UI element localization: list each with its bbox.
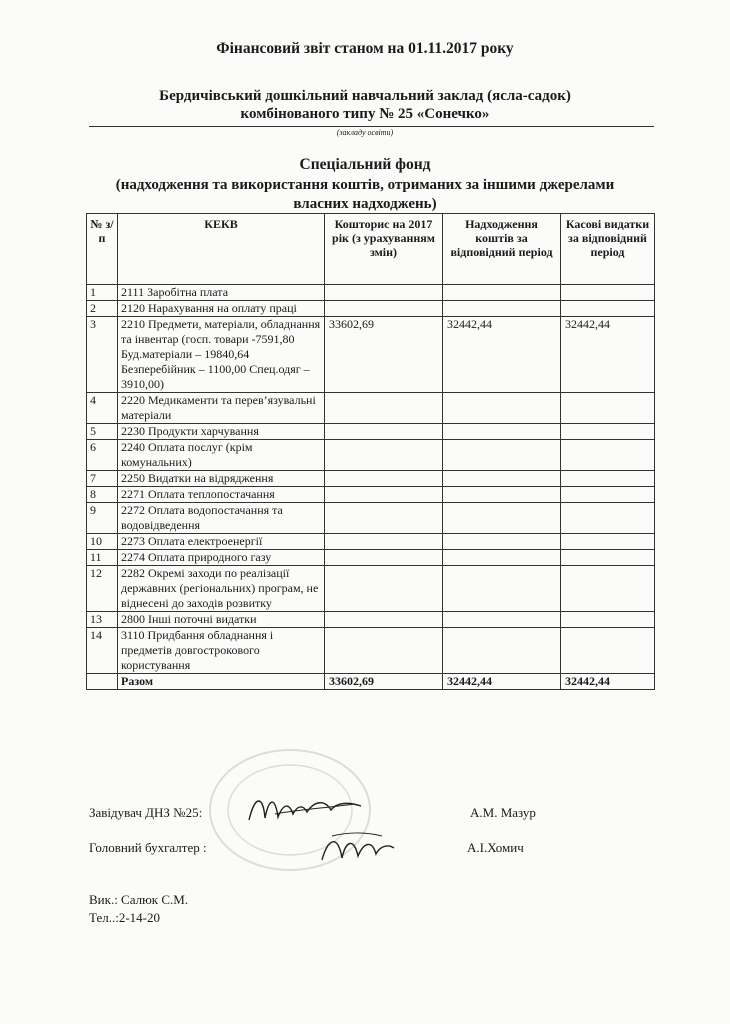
- table-row: [87, 550, 655, 566]
- total-expenses: 32442,44: [561, 674, 655, 690]
- phone-info: Тел..:2-14-20: [89, 910, 160, 925]
- cell-expenses: [561, 550, 655, 566]
- accountant-label: Головний бухгалтер :: [89, 840, 207, 855]
- table-row: [87, 317, 655, 393]
- head-name: А.М. Мазур: [470, 805, 536, 820]
- cell-budget: [325, 301, 443, 317]
- cell-budget: [325, 503, 443, 534]
- header-receipts: Надходження коштів за відповідний період: [443, 214, 561, 285]
- cell-kekv: 2274 Оплата природного газу: [118, 550, 325, 566]
- cell-budget: [325, 424, 443, 440]
- table-row: [87, 471, 655, 487]
- cell-receipts: [443, 301, 561, 317]
- cell-kekv: 2220 Медикаменти та перев’язувальні матеріали: [118, 393, 325, 424]
- organization-name-line2: комбінованого типу № 25 «Сонечко»: [240, 106, 490, 122]
- accountant-name: А.І.Хомич: [467, 840, 524, 855]
- total-receipts: 32442,44: [443, 674, 561, 690]
- cell-no: 14: [87, 628, 118, 674]
- cell-empty: [87, 674, 118, 690]
- total-label: Разом: [118, 674, 325, 690]
- cell-kekv: 2272 Оплата водопостачання та водовідведення: [118, 503, 325, 534]
- organization-underline: [89, 126, 654, 127]
- cell-expenses: [561, 301, 655, 317]
- cell-no: 7: [87, 471, 118, 487]
- cell-no: 3: [87, 317, 118, 393]
- cell-kekv: 2250 Видатки на відрядження: [118, 471, 325, 487]
- cell-receipts: [443, 393, 561, 424]
- cell-no: 2: [87, 301, 118, 317]
- cell-no: 8: [87, 487, 118, 503]
- financial-report-table: [86, 213, 655, 690]
- cell-no: 12: [87, 566, 118, 612]
- table-row: [87, 503, 655, 534]
- cell-budget: [325, 534, 443, 550]
- cell-receipts: [443, 471, 561, 487]
- cell-no: 13: [87, 612, 118, 628]
- cell-expenses: [561, 393, 655, 424]
- cell-kekv: 2240 Оплата послуг (крім комунальних): [118, 440, 325, 471]
- report-title: Фінансовий звіт станом на 01.11.2017 року: [216, 40, 514, 57]
- cell-no: 1: [87, 285, 118, 301]
- cell-expenses: [561, 440, 655, 471]
- cell-kekv: 2111 Заробітна плата: [118, 285, 325, 301]
- cell-kekv: 2800 Інші поточні видатки: [118, 612, 325, 628]
- cell-expenses: [561, 612, 655, 628]
- header-kekv: КЕКВ: [118, 214, 325, 285]
- cell-expenses: [561, 487, 655, 503]
- table-row: [87, 534, 655, 550]
- table-row: [87, 424, 655, 440]
- cell-kekv: 2273 Оплата електроенергії: [118, 534, 325, 550]
- cell-expenses: [561, 424, 655, 440]
- cell-budget: [325, 566, 443, 612]
- cell-kekv: 3110 Придбання обладнання і предметів довгострокового користування: [118, 628, 325, 674]
- head-signature-icon: [245, 790, 365, 830]
- cell-expenses: [561, 285, 655, 301]
- fund-title: Спеціальний фонд: [299, 156, 431, 173]
- table-total-row: [87, 674, 655, 690]
- cell-no: 11: [87, 550, 118, 566]
- cell-kekv: 2210 Предмети, матеріали, обладнання та інвентар (госп. товари -7591,80 Буд.матеріали – 19840,64 Безперебійник – 1100,00 Спец.одяг – 3910,00): [118, 317, 325, 393]
- cell-no: 6: [87, 440, 118, 471]
- cell-expenses: 32442,44: [561, 317, 655, 393]
- cell-receipts: [443, 628, 561, 674]
- cell-no: 4: [87, 393, 118, 424]
- cell-receipts: [443, 566, 561, 612]
- cell-expenses: [561, 471, 655, 487]
- header-no: № з/п: [87, 214, 118, 285]
- table-row: [87, 566, 655, 612]
- cell-expenses: [561, 503, 655, 534]
- cell-kekv: 2271 Оплата теплопостачання: [118, 487, 325, 503]
- table-header-row: [87, 214, 655, 285]
- cell-budget: [325, 393, 443, 424]
- cell-receipts: [443, 487, 561, 503]
- cell-budget: [325, 471, 443, 487]
- table-row: [87, 487, 655, 503]
- cell-expenses: [561, 628, 655, 674]
- cell-budget: 33602,69: [325, 317, 443, 393]
- executor-info: Вик.: Салюк С.М.: [89, 892, 189, 907]
- cell-expenses: [561, 566, 655, 612]
- cell-receipts: [443, 424, 561, 440]
- cell-receipts: [443, 550, 561, 566]
- table-row: [87, 301, 655, 317]
- cell-budget: [325, 440, 443, 471]
- fund-subtitle-line1: (надходження та використання коштів, отриманих за іншими джерелами: [115, 177, 615, 193]
- table-row: [87, 285, 655, 301]
- cell-kekv: 2282 Окремі заходи по реалізації державних (регіональних) програм, не віднесені до заходів розвитку: [118, 566, 325, 612]
- accountant-signature-icon: [318, 828, 398, 868]
- cell-budget: [325, 487, 443, 503]
- cell-kekv: 2120 Нарахування на оплату праці: [118, 301, 325, 317]
- header-budget: Кошторис на 2017 рік (з урахуванням змін): [325, 214, 443, 285]
- cell-kekv: 2230 Продукти харчування: [118, 424, 325, 440]
- table-row: [87, 612, 655, 628]
- fund-subtitle-line2: власних надходжень): [293, 196, 437, 212]
- head-label: Завідувач ДНЗ №25:: [89, 805, 203, 820]
- cell-budget: [325, 628, 443, 674]
- organization-caption: (закладу освіти): [336, 128, 394, 137]
- cell-budget: [325, 550, 443, 566]
- cell-no: 9: [87, 503, 118, 534]
- cell-receipts: [443, 440, 561, 471]
- cell-receipts: 32442,44: [443, 317, 561, 393]
- table-body: [87, 285, 655, 690]
- cell-receipts: [443, 612, 561, 628]
- cell-receipts: [443, 503, 561, 534]
- table-row: [87, 628, 655, 674]
- cell-budget: [325, 612, 443, 628]
- cell-expenses: [561, 534, 655, 550]
- total-budget: 33602,69: [325, 674, 443, 690]
- cell-budget: [325, 285, 443, 301]
- cell-no: 5: [87, 424, 118, 440]
- cell-receipts: [443, 534, 561, 550]
- table-row: [87, 440, 655, 471]
- cell-no: 10: [87, 534, 118, 550]
- table-row: [87, 393, 655, 424]
- cell-receipts: [443, 285, 561, 301]
- header-expenses: Касові видатки за відповідний період: [561, 214, 655, 285]
- organization-name-line1: Бердичівський дошкільний навчальний заклад (ясла-садок): [159, 88, 571, 104]
